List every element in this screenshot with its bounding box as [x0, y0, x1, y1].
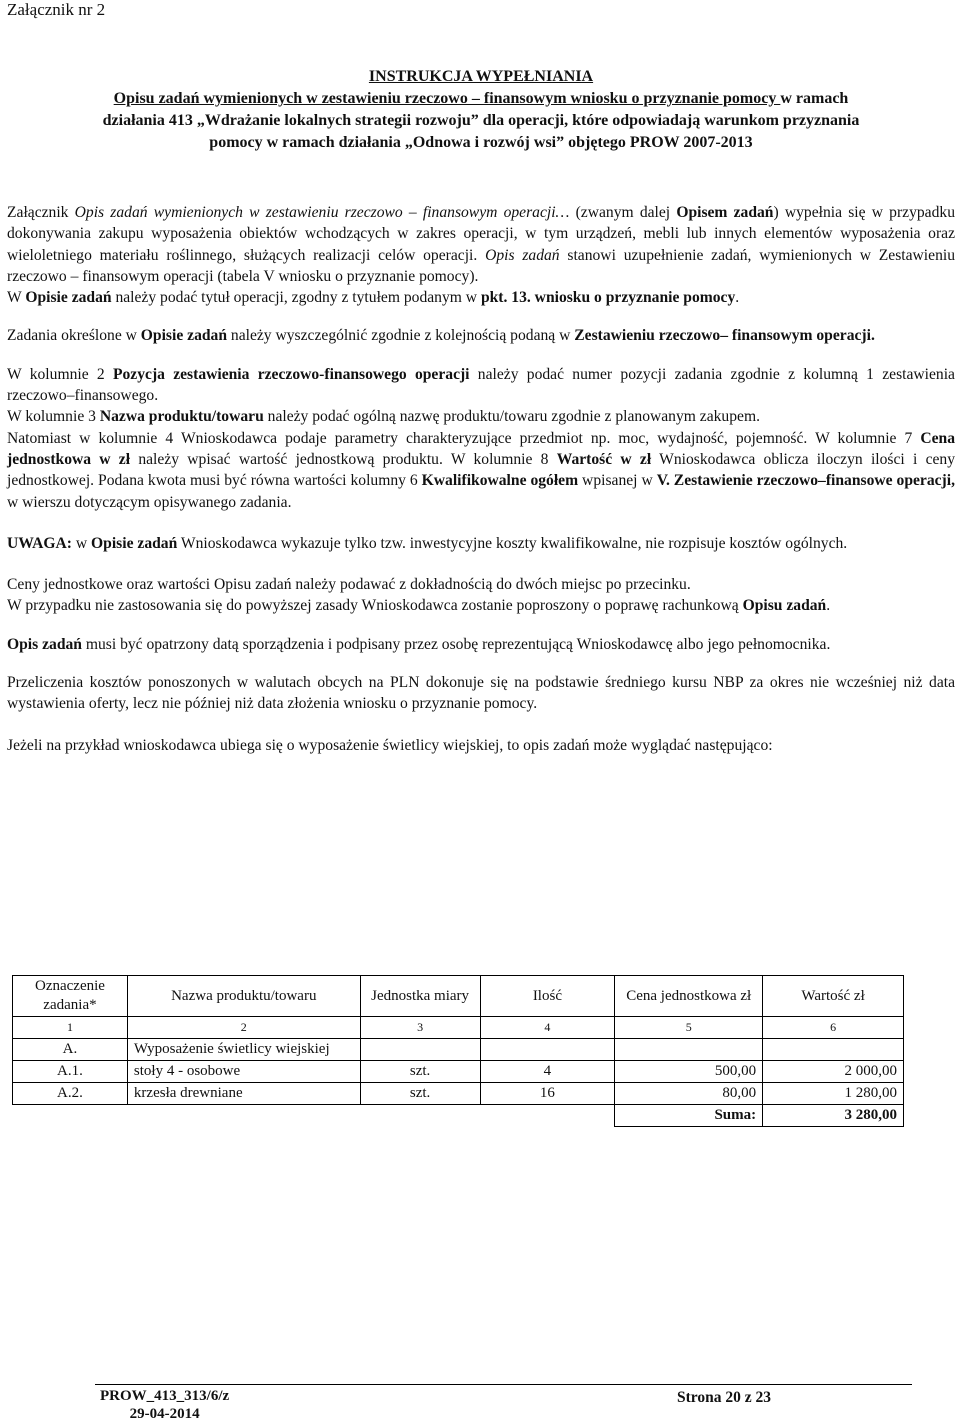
paragraph-signature: Opis zadań musi być opatrzony datą sporządzenia i podpisany przez osobę reprezentującą Wnioskodawcę albo jego pełnomocnika.	[7, 635, 831, 653]
table-header-cell: Jednostka miary	[360, 976, 480, 1017]
table-header-row	[13, 976, 904, 1017]
paragraph-correction: W przypadku nie zastosowania się do powyższej zasady Wnioskodawca zostanie poproszony o poprawę rachunkową Opisu zadań.	[7, 597, 831, 615]
paragraph-example: Jeżeli na przykład wnioskodawca ubiega się o wyposażenie świetlicy wiejskiej, to opis zadań może wyglądać następująco:	[7, 736, 773, 754]
table-row: A.2. krzesła drewniane szt. 16 80,00 1 280,00	[13, 1083, 904, 1105]
table-row: A. Wyposażenie świetlicy wiejskiej	[13, 1039, 904, 1061]
example-table	[12, 975, 904, 1127]
table-header-cell: Wartość zł	[763, 976, 904, 1017]
table-header-cell: Cena jednostkowa zł	[615, 976, 763, 1017]
paragraph-warning: UWAGA: w Opisie zadań Wnioskodawca wykazuje tylko tzw. inwestycyjne koszty kwalifikowalne, nie rozpisuje kosztów ogólnych.	[7, 534, 848, 552]
sum-value: 3 280,00	[763, 1105, 904, 1127]
footer-page-number: Strona 20 z 23	[677, 1389, 772, 1406]
header-line-2: Opisu zadań wymienionych w zestawieniu rzeczowo – finansowym wniosku o przyznanie pomocy w ramach	[113, 90, 849, 107]
sum-label: Suma:	[615, 1105, 763, 1127]
table-number-row: 1 2 3 4 5 6	[13, 1017, 904, 1039]
table-header-cell: Ilość	[480, 976, 615, 1017]
paragraph-currency: Przeliczenia kosztów ponoszonych w walutach obcych na PLN dokonuje się na podstawie średniego kursu NBP za okres nie wcześniej niż data wystawienia oferty, lecz nie później niż data złożenia wniosku o przyznanie pomocy.	[7, 674, 955, 713]
table-sum-row	[13, 1105, 904, 1127]
instruction-header	[7, 66, 955, 154]
annex-label: Załącznik nr 2	[7, 0, 106, 19]
table-header-cell: Oznaczenie zadania*	[13, 976, 128, 1017]
paragraph-column-3: W kolumnie 3 Nazwa produktu/towaru należy podać ogólną nazwę produktu/towaru zgodnie z planowanym zakupem.	[7, 408, 760, 426]
paragraph-precision: Ceny jednostkowe oraz wartości Opisu zadań należy podawać z dokładnością do dwóch miejsc po przecinku.	[7, 576, 691, 594]
header-title: INSTRUKCJA WYPEŁNIANIA	[368, 68, 594, 85]
paragraph-title-rule: W Opisie zadań należy podać tytuł operacji, zgodny z tytułem podanym w pkt. 13. wniosku o przyznanie pomocy.	[7, 289, 740, 307]
table-header-cell: Nazwa produktu/towaru	[127, 976, 360, 1017]
header-line-4: pomocy w ramach działania „Odnowa i rozwój wsi” objętego PROW 2007-2013	[209, 134, 753, 151]
footer-divider	[95, 1384, 912, 1385]
paragraph-intro: Załącznik Opis zadań wymienionych w zestawieniu rzeczowo – finansowym operacji… (zwanym dalej Opisem zadań) wypełnia się w przypadku dokonywania zakupu wyposażenia obiektów wchodzących w zakres operacji, w tym urządzeń, mebli lub innych elementów wyposażenia oraz wieloletniego materiału roślinnego, służących realizacji celów operacji. Opis zadań stanowi uzupełnienie zadań, wymienionych w Zestawieniu rzeczowo – finansowym operacji (tabela V wniosku o przyznanie pomocy).	[7, 204, 955, 285]
table-row: A.1. stoły 4 - osobowe szt. 4 500,00 2 000,00	[13, 1061, 904, 1083]
paragraph-order-rule: Zadania określone w Opisie zadań należy wyszczególnić zgodnie z kolejnością podaną w Zestawieniu rzeczowo– finansowym operacji.	[7, 327, 875, 345]
paragraph-column-2: W kolumnie 2 Pozycja zestawienia rzeczowo-finansowego operacji należy podać numer pozycji zadania zgodnie z kolumną 1 zestawienia rzeczowo–finansowego.	[7, 365, 955, 405]
paragraph-columns-4-8: Natomiast w kolumnie 4 Wnioskodawca podaje parametry charakteryzujące przedmiot np. moc, wydajność, pojemność. W kolumnie 7 Cena jednostkowa w zł należy wpisać wartość jednostkową produktu. W kolumnie 8 Wartość w zł Wnioskodawca oblicza iloczyn ilości i ceny jednostkowej. Podana kwota musi być równa wartości kolumny 6 Kwalifikowalne ogółem wpisanej w V. Zestawienie rzeczowo–finansowe operacji, w wierszu dotyczącym opisywanego zadania.	[7, 429, 956, 511]
footer-doc-code: PROW_413_313/6/z 29-04-2014	[100, 1388, 230, 1422]
header-line-3: działania 413 „Wdrażanie lokalnych strategii rozwoju” dla operacji, które odpowiadają warunkom przyznania	[102, 112, 860, 129]
instruction-body	[7, 202, 955, 756]
